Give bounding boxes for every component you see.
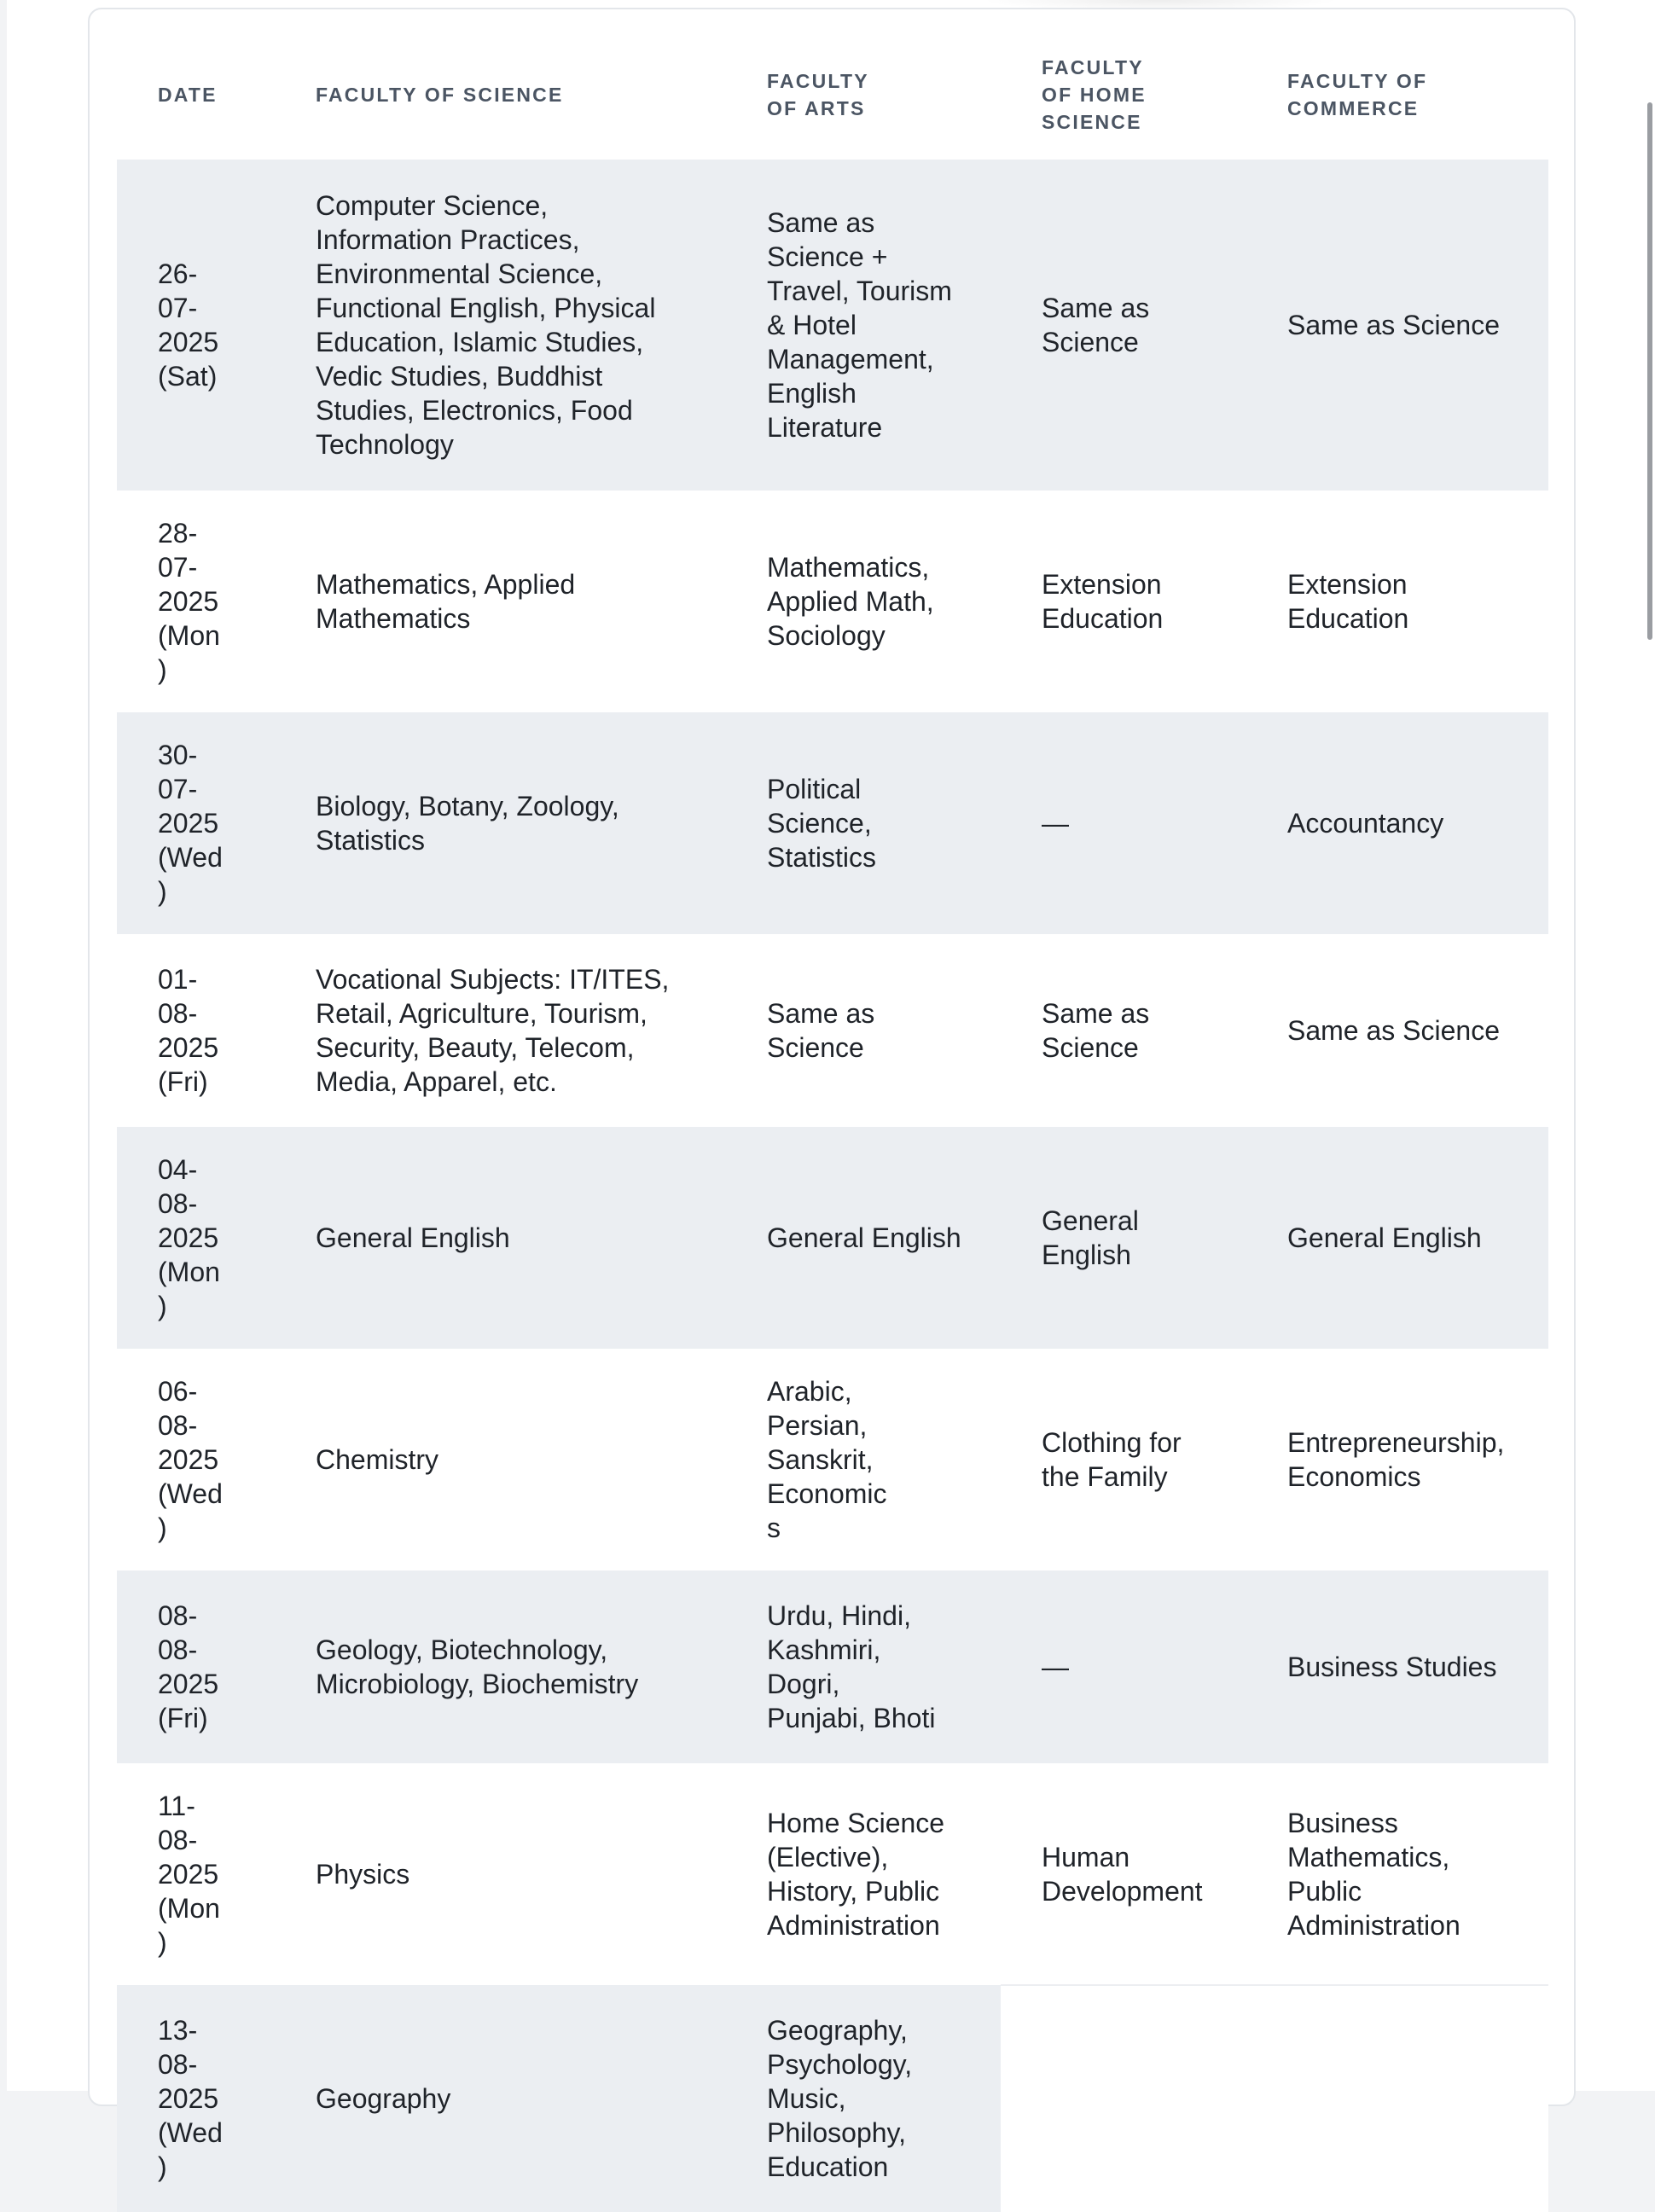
cell-commerce: Extension Education xyxy=(1246,491,1548,712)
cell-arts: Arabic, Persian, Sanskrit, Economics xyxy=(726,1349,1001,1570)
cell-arts: Same as Science + Travel, Tourism & Hotel Management, English Literature xyxy=(726,160,1001,491)
header-row xyxy=(117,30,1548,160)
cell-science: Chemistry xyxy=(275,1349,726,1570)
cell-date: 26-07-2025 (Sat) xyxy=(117,160,275,491)
table-row xyxy=(117,1349,1548,1570)
header-faculty-home-science: FACULTY OF HOME SCIENCE xyxy=(1042,56,1147,133)
cell-science: Mathematics, Applied Mathematics xyxy=(275,491,726,712)
cell-arts: Same as Science xyxy=(726,934,1001,1127)
cell-arts: Home Science (Elective), History, Public Administration xyxy=(726,1763,1001,1985)
vertical-scrollbar[interactable] xyxy=(1647,102,1652,640)
cell-commerce: Accountancy xyxy=(1246,712,1548,934)
cell-commerce: Entrepreneurship, Economics xyxy=(1246,1349,1548,1570)
table-body xyxy=(117,160,1548,2212)
table-row xyxy=(117,712,1548,934)
cell-home-science: Same as Science xyxy=(1001,160,1246,491)
cell-arts: Mathematics, Applied Math, Sociology xyxy=(726,491,1001,712)
cell-commerce: Business Mathematics, Public Administration xyxy=(1246,1763,1548,1985)
cell-commerce: General English xyxy=(1246,1127,1548,1349)
cell-home-science: General English xyxy=(1001,1127,1246,1349)
table-row xyxy=(117,1985,1548,2212)
cell-date: 28-07-2025 (Mon) xyxy=(117,491,275,712)
cell-home-science: Clothing for the Family xyxy=(1001,1349,1246,1570)
cell-science: Geology, Biotechnology, Microbiology, Biochemistry xyxy=(275,1570,726,1763)
cell-science: General English xyxy=(275,1127,726,1349)
table-header xyxy=(117,30,1548,160)
cell-date: 30-07-2025 (Wed) xyxy=(117,712,275,934)
cell-science: Geography xyxy=(275,1985,726,2212)
table-row xyxy=(117,160,1548,491)
cell-commerce-empty xyxy=(1246,1985,1548,2212)
cell-date: 04-08-2025 (Mon) xyxy=(117,1127,275,1349)
cell-home-science-empty xyxy=(1001,1985,1246,2212)
cell-science: Vocational Subjects: IT/ITES, Retail, Agriculture, Tourism, Security, Beauty, Telecom, Media, Apparel, etc. xyxy=(275,934,726,1127)
header-faculty-arts: FACULTY OF ARTS xyxy=(767,70,869,119)
cell-science: Physics xyxy=(275,1763,726,1985)
cell-home-science: Human Development xyxy=(1001,1763,1246,1985)
cell-date: 06-08-2025 (Wed) xyxy=(117,1349,275,1570)
table-row xyxy=(117,1763,1548,1985)
table-row xyxy=(117,491,1548,712)
cell-home-science: — xyxy=(1001,1570,1246,1763)
header-date: DATE xyxy=(158,84,218,106)
cell-date: 08-08-2025 (Fri) xyxy=(117,1570,275,1763)
cell-home-science: Extension Education xyxy=(1001,491,1246,712)
cell-home-science: Same as Science xyxy=(1001,934,1246,1127)
cell-arts: Urdu, Hindi, Kashmiri, Dogri, Punjabi, Bhoti xyxy=(726,1570,1001,1763)
cell-arts: Political Science, Statistics xyxy=(726,712,1001,934)
cell-date: 01-08-2025 (Fri) xyxy=(117,934,275,1127)
table-row xyxy=(117,1570,1548,1763)
cell-home-science: — xyxy=(1001,712,1246,934)
cell-date: 11-08-2025 (Mon) xyxy=(117,1763,275,1985)
cell-commerce: Same as Science xyxy=(1246,160,1548,491)
cell-science: Biology, Botany, Zoology, Statistics xyxy=(275,712,726,934)
cell-commerce: Same as Science xyxy=(1246,934,1548,1127)
cell-arts: Geography, Psychology, Music, Philosophy, Education xyxy=(726,1985,1001,2212)
table-row xyxy=(117,934,1548,1127)
cell-science: Computer Science, Information Practices, Environmental Science, Functional English, Physical Education, Islamic Studies, Vedic Studies, Buddhist Studies, Electronics, Food Technology xyxy=(275,160,726,491)
cell-date: 13-08-2025 (Wed) xyxy=(117,1985,275,2212)
table-row xyxy=(117,1127,1548,1349)
cell-commerce: Business Studies xyxy=(1246,1570,1548,1763)
header-faculty-commerce: FACULTY OF COMMERCE xyxy=(1287,70,1428,119)
header-faculty-science: FACULTY OF SCIENCE xyxy=(316,84,564,106)
cell-arts: General English xyxy=(726,1127,1001,1349)
exam-schedule-table xyxy=(117,30,1548,2212)
